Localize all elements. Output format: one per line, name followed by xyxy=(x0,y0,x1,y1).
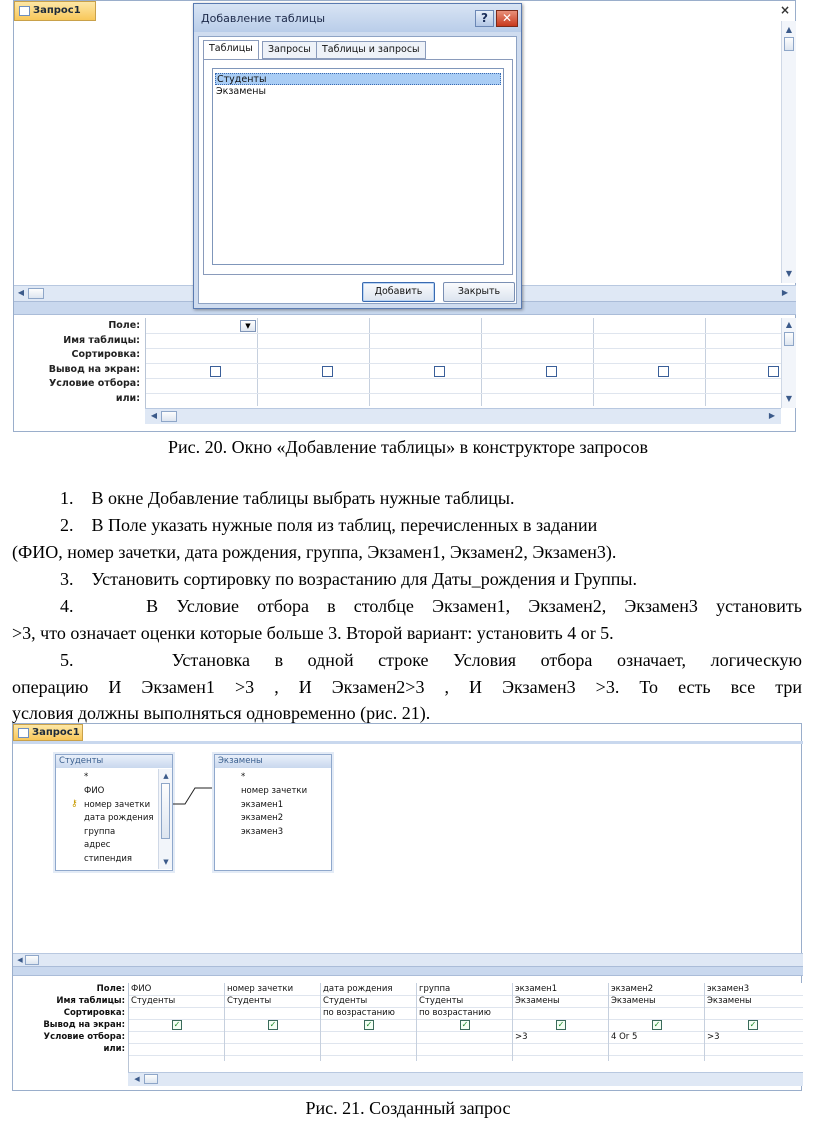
grid-row-line xyxy=(146,348,781,349)
show-checkbox[interactable] xyxy=(434,366,445,377)
cell-field[interactable]: экзамен1 xyxy=(515,984,558,994)
step-2-line-2: (ФИО, номер зачетки, дата рождения, группа, Экзамен1, Экзамен2, Экзамен3). xyxy=(12,542,617,562)
cell-field[interactable]: экзамен2 xyxy=(611,984,654,994)
cell-table[interactable]: Студенты xyxy=(419,996,464,1006)
grid-row-labels xyxy=(16,319,140,406)
query-document-tab[interactable] xyxy=(13,724,83,741)
scroll-down-icon[interactable]: ▼ xyxy=(163,858,169,866)
add-table-dialog xyxy=(193,3,522,309)
grid-vscrollbar[interactable] xyxy=(781,318,796,408)
tab-tables-and-queries[interactable]: Таблицы и запросы xyxy=(316,41,426,59)
cell-table[interactable]: Студенты xyxy=(131,996,176,1006)
grid-label-field: Поле: xyxy=(96,984,125,994)
show-checkbox[interactable] xyxy=(768,366,779,377)
table-pane-vscrollbar[interactable] xyxy=(781,21,796,283)
step-4-line-2: >3, что означает оценки которые больше 3. Второй вариант: установить 4 or 5. xyxy=(12,623,614,643)
show-checkbox[interactable] xyxy=(658,366,669,377)
tab-panel xyxy=(203,59,513,275)
step-5-line-2: операцию И Экзамен1 >3 , И Экзамен2>3 , И Экзамен3 >3. То есть все три xyxy=(12,677,802,697)
tab-tables[interactable]: Таблицы xyxy=(203,40,259,60)
scroll-left-icon[interactable]: ◀ xyxy=(134,1075,140,1083)
query-icon xyxy=(19,6,30,16)
grid-hscrollbar[interactable] xyxy=(128,1072,803,1086)
step-5-line-1: 5. Установка в одной строке Условия отбора означает, логическую xyxy=(60,650,802,670)
figure-20-caption: Рис. 20. Окно «Добавление таблицы» в конструкторе запросов xyxy=(168,437,648,457)
grid-column-fio[interactable] xyxy=(129,983,225,1061)
grid-label-show: Вывод на экран: xyxy=(43,1020,125,1030)
grid-label-field: Поле: xyxy=(108,320,140,331)
scroll-thumb[interactable] xyxy=(28,288,44,299)
query-design-grid[interactable] xyxy=(128,983,803,1073)
figure-21-screenshot xyxy=(12,723,802,1091)
query-tab-label: Запрос1 xyxy=(32,727,80,738)
grid-column-group[interactable] xyxy=(417,983,513,1061)
relationship-line xyxy=(173,784,218,809)
field-all[interactable]: * xyxy=(241,772,246,782)
table-list[interactable] xyxy=(212,68,504,265)
grid-label-sort: Сортировка: xyxy=(63,1008,125,1018)
grid-column-birth-date[interactable] xyxy=(321,983,417,1061)
query-tab-label: Запрос1 xyxy=(33,5,81,16)
grid-column-exam2[interactable] xyxy=(609,983,705,1061)
pane-splitter[interactable] xyxy=(13,966,803,976)
scroll-thumb[interactable] xyxy=(784,332,794,346)
field-birth-date[interactable]: дата рождения xyxy=(84,813,154,823)
cell-criteria[interactable]: >3 xyxy=(515,1032,528,1042)
step-1: 1. В окне Добавление таблицы выбрать нужные таблицы. xyxy=(60,488,515,508)
step-2-line-1: 2. В Поле указать нужные поля из таблиц, перечисленных в задании xyxy=(60,515,598,535)
step-3: 3. Установить сортировку по возрастанию для Даты_рождения и Группы. xyxy=(60,569,638,589)
cell-table[interactable]: Экзамены xyxy=(515,996,560,1006)
dialog-title: Добавление таблицы xyxy=(201,12,326,25)
field-group[interactable]: группа xyxy=(84,827,116,837)
show-checkbox[interactable]: ✓ xyxy=(749,1020,757,1029)
grid-label-criteria: Условие отбора: xyxy=(43,1032,125,1042)
tab-strip-border xyxy=(13,741,803,744)
grid-column-exam3[interactable] xyxy=(705,983,804,1061)
scroll-left-icon[interactable]: ◀ xyxy=(150,411,158,420)
scroll-up-icon[interactable]: ▲ xyxy=(785,320,793,329)
tab-queries[interactable]: Запросы xyxy=(262,41,317,59)
scroll-up-icon[interactable]: ▲ xyxy=(163,772,169,780)
list-item-exams[interactable]: Экзамены xyxy=(216,86,266,97)
cell-field[interactable]: ФИО xyxy=(131,984,152,994)
grid-label-table: Имя таблицы: xyxy=(56,996,125,1006)
show-checkbox[interactable] xyxy=(546,366,557,377)
scroll-thumb[interactable] xyxy=(784,37,794,51)
show-checkbox[interactable]: ✓ xyxy=(269,1020,277,1029)
grid-row-line xyxy=(146,333,781,334)
scroll-up-icon[interactable]: ▲ xyxy=(785,25,793,34)
show-checkbox[interactable]: ✓ xyxy=(365,1020,373,1029)
scroll-down-icon[interactable]: ▼ xyxy=(785,269,793,278)
field-record-book[interactable]: номер зачетки xyxy=(241,786,308,796)
grid-row-line xyxy=(146,378,781,379)
scroll-thumb[interactable] xyxy=(25,955,39,965)
scroll-left-icon[interactable]: ◀ xyxy=(17,956,23,964)
dialog-close-button[interactable]: ✕ xyxy=(496,10,518,27)
field-fio[interactable]: ФИО xyxy=(84,786,105,796)
step-4-line-1: 4. В Условие отбора в столбце Экзамен1, Экзамен2, Экзамен3 установить xyxy=(60,596,802,616)
scroll-thumb[interactable] xyxy=(161,411,177,422)
scroll-right-icon[interactable]: ▶ xyxy=(768,411,776,420)
grid-row-line xyxy=(146,393,781,394)
field-address[interactable]: адрес xyxy=(84,840,111,850)
field-record-book[interactable]: номер зачетки xyxy=(84,800,151,810)
cell-field[interactable]: номер зачетки xyxy=(227,984,294,994)
step-5-line-3: условия должны выполняться одновременно (рис. 21). xyxy=(12,703,431,723)
grid-label-or: или: xyxy=(115,392,140,404)
grid-label-table: Имя таблицы: xyxy=(63,334,140,346)
cell-sort[interactable]: по возрастанию xyxy=(419,1008,491,1018)
cell-table[interactable]: Студенты xyxy=(227,996,272,1006)
query-document-tab[interactable] xyxy=(14,1,96,21)
show-checkbox[interactable]: ✓ xyxy=(557,1020,565,1029)
scroll-right-icon[interactable]: ▶ xyxy=(781,288,789,297)
cell-field[interactable]: дата рождения xyxy=(323,984,393,994)
cell-sort[interactable]: по возрастанию xyxy=(323,1008,395,1018)
grid-row-line xyxy=(146,363,781,364)
cell-table[interactable]: Студенты xyxy=(323,996,368,1006)
show-checkbox[interactable]: ✓ xyxy=(461,1020,469,1029)
query-design-grid[interactable] xyxy=(145,318,781,408)
grid-column-record-book[interactable] xyxy=(225,983,321,1061)
table-pane-hscrollbar[interactable] xyxy=(13,953,803,966)
close-button[interactable]: Закрыть xyxy=(443,282,515,302)
close-document-icon[interactable]: × xyxy=(780,3,791,17)
grid-column-exam1[interactable] xyxy=(513,983,609,1061)
field-all[interactable]: * xyxy=(84,772,89,782)
cell-criteria[interactable]: >3 xyxy=(707,1032,720,1042)
grid-label-or: или: xyxy=(103,1044,125,1054)
show-checkbox[interactable] xyxy=(322,366,333,377)
grid-label-show: Вывод на экран: xyxy=(48,363,140,375)
figure-21-caption: Рис. 21. Созданный запрос xyxy=(305,1098,511,1118)
cell-field[interactable]: экзамен3 xyxy=(707,984,750,994)
field-dropdown-icon[interactable]: ▼ xyxy=(240,320,256,332)
field-exam3[interactable]: экзамен3 xyxy=(241,827,284,837)
primary-key-icon: ⚷ xyxy=(71,799,78,809)
field-exam2[interactable]: экзамен2 xyxy=(241,813,284,823)
scroll-left-icon[interactable]: ◀ xyxy=(17,288,25,297)
grid-row-labels xyxy=(13,984,125,1064)
query-icon xyxy=(18,728,29,738)
table-students-box[interactable] xyxy=(55,754,173,871)
table-exams-box[interactable] xyxy=(214,754,332,871)
grid-label-sort: Сортировка: xyxy=(71,349,140,360)
show-checkbox[interactable] xyxy=(210,366,221,377)
cell-field[interactable]: группа xyxy=(419,984,451,994)
list-item-students[interactable]: Студенты xyxy=(215,73,501,85)
show-checkbox[interactable]: ✓ xyxy=(173,1020,181,1029)
table-exams-title[interactable]: Экзамены xyxy=(215,755,331,768)
scroll-down-icon[interactable]: ▼ xyxy=(785,394,793,403)
dialog-body xyxy=(198,36,517,304)
cell-criteria[interactable]: 4 Or 5 xyxy=(611,1032,638,1042)
field-exam1[interactable]: экзамен1 xyxy=(241,800,284,810)
table-students-scrollbar[interactable] xyxy=(158,769,172,869)
grid-label-criteria: Условие отбора: xyxy=(48,378,140,389)
scroll-thumb[interactable] xyxy=(161,783,170,839)
table-students-title[interactable]: Студенты xyxy=(56,755,172,768)
help-button[interactable]: ? xyxy=(475,10,494,27)
cell-table[interactable]: Экзамены xyxy=(707,996,752,1006)
cell-table[interactable]: Экзамены xyxy=(611,996,656,1006)
show-checkbox[interactable]: ✓ xyxy=(653,1020,661,1029)
scroll-thumb[interactable] xyxy=(144,1074,158,1084)
field-stipend[interactable]: стипендия xyxy=(84,854,133,864)
add-button[interactable]: Добавить xyxy=(362,282,435,302)
grid-hscrollbar[interactable] xyxy=(145,408,781,424)
